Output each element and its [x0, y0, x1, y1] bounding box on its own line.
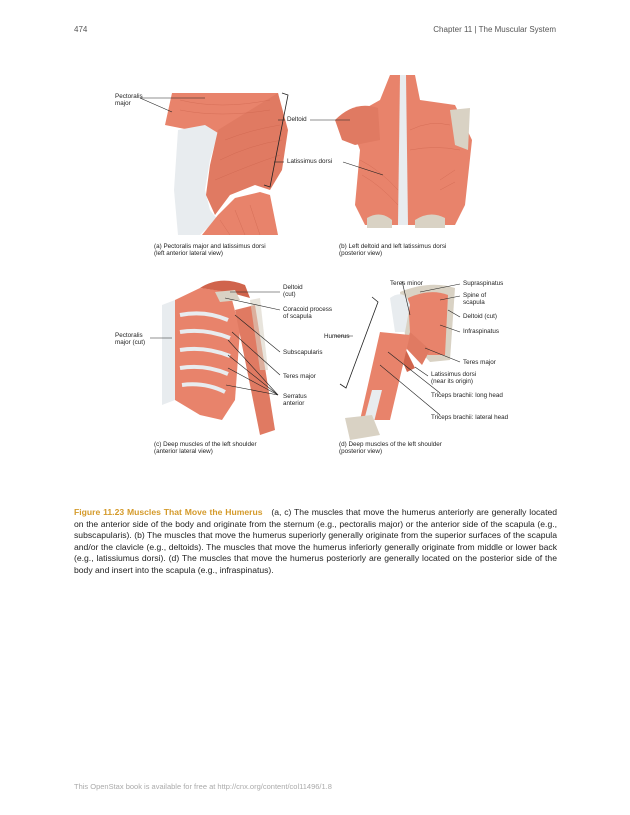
- label-latissimus-dorsi: Latissimus dorsi: [287, 158, 333, 165]
- label-deltoid-cut-d: Deltoid (cut): [463, 313, 497, 320]
- label-pectoralis-major: Pectoralis major: [115, 93, 143, 108]
- panel-c-caption: (c) Deep muscles of the left shoulder (anterior lateral view): [154, 441, 257, 456]
- label-triceps-lateral-head: Triceps brachii: lateral head: [431, 414, 509, 421]
- left-deltoid-shape: [335, 106, 380, 145]
- chapter-header: Chapter 11 | The Muscular System: [433, 25, 556, 34]
- label-teres-major-c: Teres major: [283, 373, 316, 380]
- label-supraspinatus: Supraspinatus: [463, 280, 504, 287]
- panel-d-caption: (d) Deep muscles of the left shoulder (posterior view): [339, 441, 442, 456]
- figure-caption: [74, 507, 557, 577]
- figure-title: Figure 11.23 Muscles That Move the Humerus: [74, 507, 263, 517]
- footer-availability: This OpenStax book is available for free at http://cnx.org/content/col11496/1.8: [74, 782, 332, 791]
- label-deltoid-cut: Deltoid (cut): [283, 284, 303, 299]
- panel-b-caption: (b) Left deltoid and left latissimus dorsi (posterior view): [339, 243, 447, 258]
- label-teres-minor: Teres minor: [390, 280, 423, 287]
- label-deltoid: Deltoid: [287, 116, 307, 123]
- label-spine-of-scapula: Spine of scapula: [463, 292, 487, 307]
- panel-b-illustration: [274, 75, 472, 228]
- panel-a-caption: (a) Pectoralis major and latissimus dorsi (left anterior lateral view): [154, 243, 266, 258]
- page-number: 474: [74, 25, 88, 34]
- figure-illustration: [110, 70, 520, 465]
- label-latissimus-dorsi-origin: Latissimus dorsi (near its origin): [431, 371, 477, 386]
- label-teres-major-d: Teres major: [463, 359, 496, 366]
- panel-c-illustration: [150, 281, 280, 435]
- sternum-shape: [162, 300, 175, 405]
- figure-muscles-humerus: [110, 70, 520, 465]
- leader-pectoralis-2: [140, 98, 172, 112]
- label-serratus-anterior: Serratus anterior: [283, 393, 307, 408]
- triceps-shape: [360, 332, 410, 420]
- label-coracoid-process: Coracoid process of scapula: [283, 306, 332, 321]
- label-infraspinatus: Infraspinatus: [463, 328, 500, 335]
- panel-a-illustration: [140, 93, 288, 235]
- label-subscapularis: Subscapularis: [283, 349, 323, 356]
- label-pectoralis-major-cut: Pectoralis major (cut): [115, 332, 146, 347]
- label-triceps-long-head: Triceps brachii: long head: [431, 392, 503, 399]
- figure-caption-body: (a, c) The muscles that move the humerus anteriorly are generally located on the anterior side of the body and originate from the sternum (e.g., pectoralis major) or the anterior side of the scapula (e.g., subscapularis). (b) The muscles that move the humerus superiorly generally originate from the superior surfaces of the scapula and/or the clavicle (e.g., deltoids). The muscles that move the humerus inferiorly generally originate from middle or lower back (e.g., latissiumus dorsi). (d) The muscles that move the humerus posteriorly are generally located on the posterior side of the body and insert into the scapula (e.g., infraspinatus).: [74, 507, 558, 575]
- label-humerus: Humerus: [324, 333, 350, 340]
